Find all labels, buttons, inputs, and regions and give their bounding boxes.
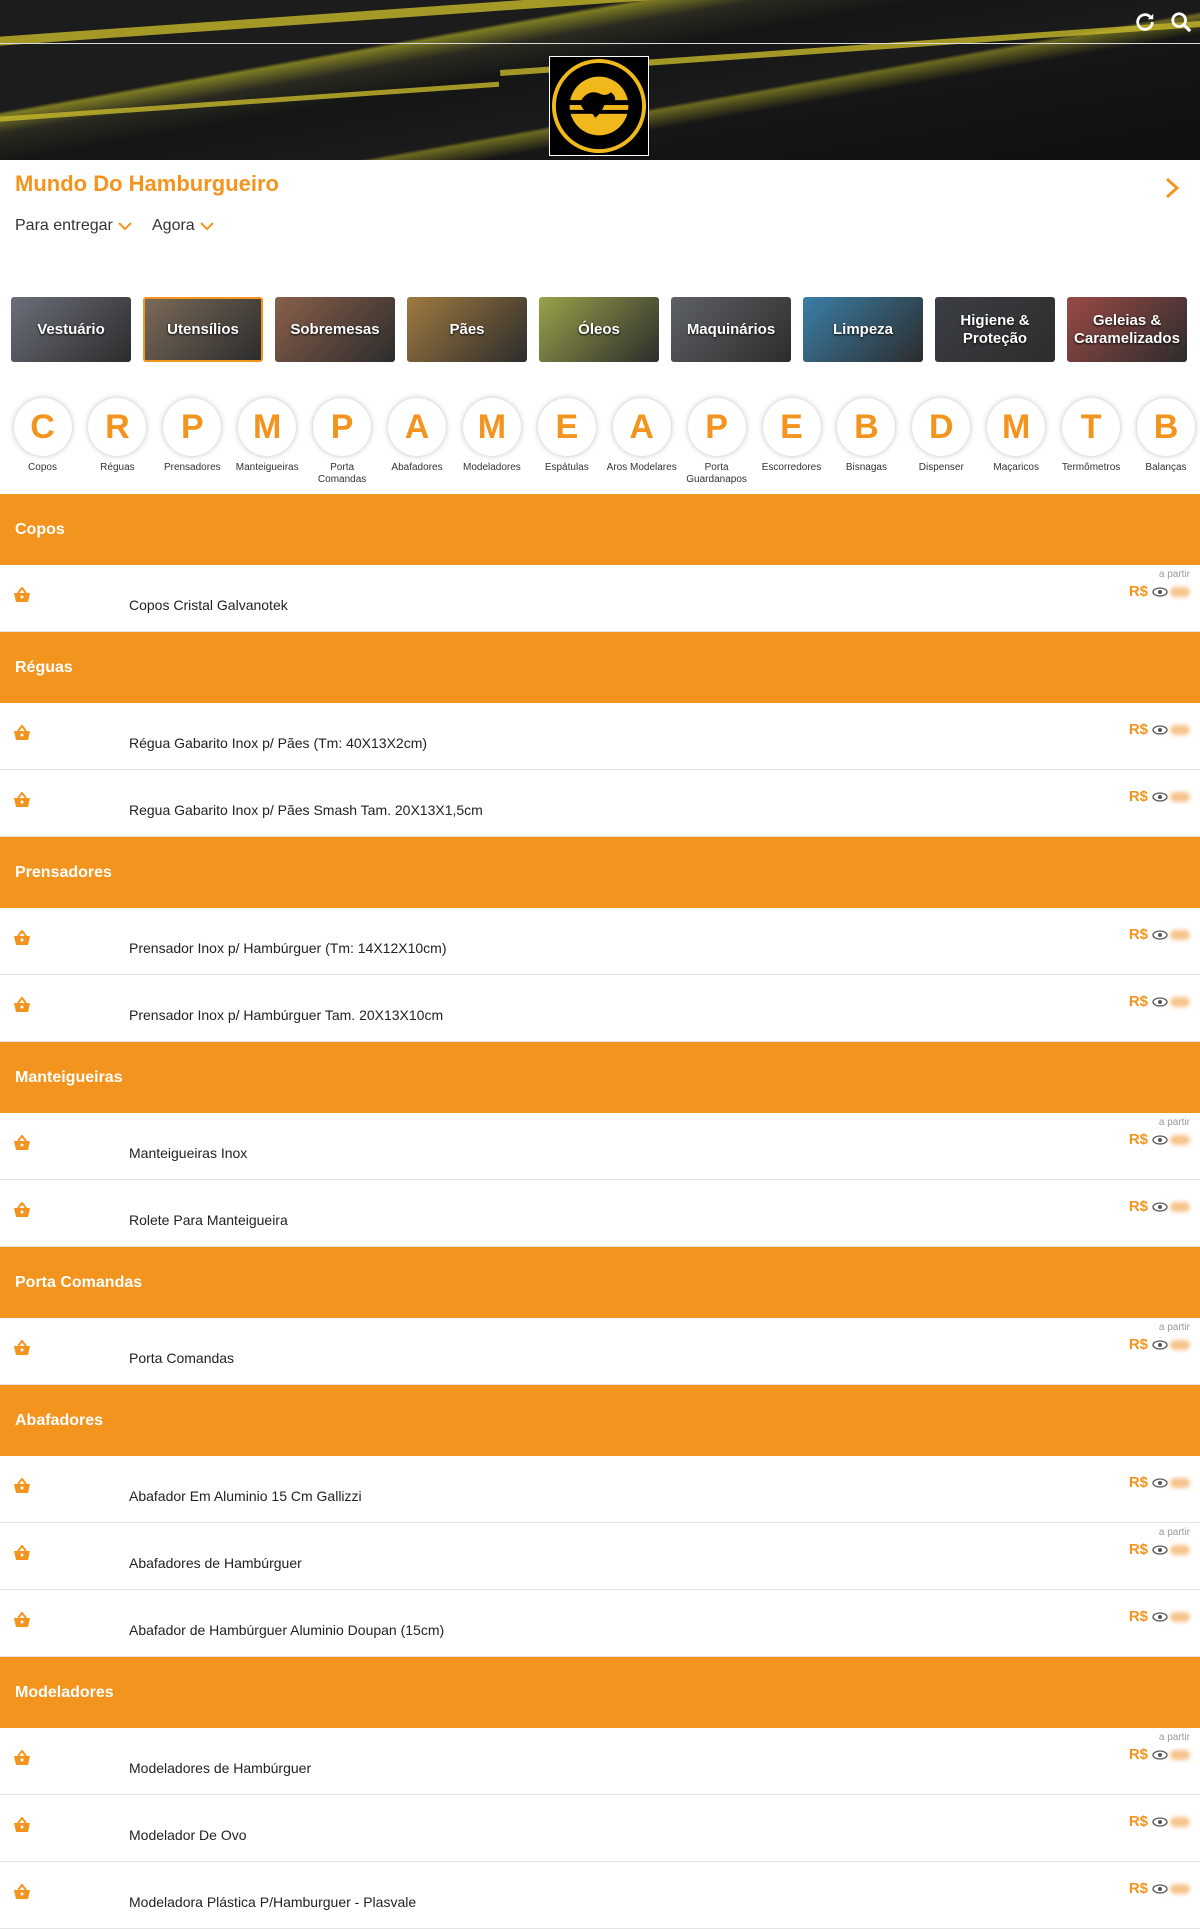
product-price — [1129, 1198, 1190, 1215]
product-price — [1129, 721, 1190, 738]
product-row[interactable] — [0, 1728, 1200, 1795]
basket-icon[interactable] — [12, 792, 32, 808]
section-title: Réguas — [15, 659, 73, 677]
section-header — [0, 1247, 1200, 1318]
basket-icon[interactable] — [12, 1340, 32, 1356]
hidden-price-value — [1170, 587, 1190, 597]
subcategory-letter: R — [88, 398, 146, 456]
store-logo — [549, 56, 649, 156]
product-price — [1129, 1608, 1190, 1625]
eye-icon — [1152, 1202, 1168, 1212]
product-row[interactable] — [0, 1113, 1200, 1180]
subcategory-letter: E — [763, 398, 821, 456]
hidden-price-value — [1170, 997, 1190, 1007]
subcategory-label: Manteigueiras — [230, 462, 305, 474]
category-label: Vestuário — [37, 321, 105, 339]
header-divider — [0, 43, 1200, 44]
currency-symbol: R$ — [1129, 788, 1148, 805]
price-from-label: a partir — [1159, 569, 1190, 580]
product-name: Abafadores de Hambúrguer — [129, 1555, 302, 1571]
subcategory-label: Bisnagas — [829, 462, 904, 474]
currency-symbol: R$ — [1129, 721, 1148, 738]
category-tile[interactable] — [671, 297, 791, 362]
category-label: Limpeza — [833, 321, 893, 339]
product-name: Porta Comandas — [129, 1350, 234, 1366]
hidden-price-value — [1170, 930, 1190, 940]
product-row[interactable] — [0, 1180, 1200, 1247]
subcategory-label: Maçaricos — [979, 462, 1054, 474]
section-title: Abafadores — [15, 1412, 103, 1430]
basket-icon[interactable] — [12, 1202, 32, 1218]
category-tile[interactable] — [1067, 297, 1187, 362]
currency-symbol: R$ — [1129, 1813, 1148, 1830]
subcategory-label: Dispenser — [904, 462, 979, 474]
section-header — [0, 837, 1200, 908]
subcategory-letter: M — [987, 398, 1045, 456]
hidden-price-value — [1170, 1478, 1190, 1488]
price-from-label: a partir — [1159, 1732, 1190, 1743]
category-tile[interactable] — [803, 297, 923, 362]
subcategory-label: Escorredores — [754, 462, 829, 474]
subcategory-letter: E — [538, 398, 596, 456]
menu-icon[interactable] — [14, 10, 42, 34]
product-row[interactable] — [0, 1795, 1200, 1862]
product-name: Rolete Para Manteigueira — [129, 1212, 288, 1228]
basket-icon[interactable] — [12, 1478, 32, 1494]
subcategory-label: Termômetros — [1054, 462, 1129, 474]
subcategory-item[interactable] — [754, 398, 829, 474]
section-title: Prensadores — [15, 864, 112, 882]
hidden-price-value — [1170, 1750, 1190, 1760]
product-row[interactable] — [0, 1590, 1200, 1657]
hidden-price-value — [1170, 1612, 1190, 1622]
category-tile[interactable] — [935, 297, 1055, 362]
subcategory-letter: T — [1062, 398, 1120, 456]
subcategory-label: Porta Guardanapos — [679, 462, 754, 486]
subcategory-label: Réguas — [80, 462, 155, 474]
subcategory-label: Porta Comandas — [305, 462, 380, 486]
product-row[interactable] — [0, 1862, 1200, 1929]
subcategory-label: Espátulas — [529, 462, 604, 474]
product-name: Abafador Em Aluminio 15 Cm Gallizzi — [129, 1488, 362, 1504]
subcategory-item[interactable] — [529, 398, 604, 474]
product-row[interactable] — [0, 1318, 1200, 1385]
product-name: Abafador de Hambúrguer Aluminio Doupan (15cm) — [129, 1622, 444, 1638]
chevron-right-icon[interactable] — [1164, 176, 1180, 207]
product-row[interactable] — [0, 770, 1200, 837]
subcategory-label: Copos — [5, 462, 80, 474]
basket-icon[interactable] — [12, 1817, 32, 1833]
subcategory-letter: A — [388, 398, 446, 456]
category-label: Sobremesas — [290, 321, 379, 339]
currency-symbol: R$ — [1129, 926, 1148, 943]
eye-icon — [1152, 1612, 1168, 1622]
subcategory-label: Aros Modelares — [604, 462, 679, 474]
subcategory-item[interactable] — [454, 398, 529, 474]
category-label: Geleias & Caramelizados — [1067, 312, 1187, 348]
product-price — [1129, 788, 1190, 805]
product-name: Modeladores de Hambúrguer — [129, 1760, 311, 1776]
product-name: Manteigueiras Inox — [129, 1145, 247, 1161]
product-row[interactable] — [0, 908, 1200, 975]
refresh-icon[interactable] — [1132, 9, 1158, 35]
product-name: Régua Gabarito Inox p/ Pães (Tm: 40X13X2cm) — [129, 735, 427, 751]
hidden-price-value — [1170, 1135, 1190, 1145]
subcategory-label: Modeladores — [454, 462, 529, 474]
product-row[interactable] — [0, 1523, 1200, 1590]
currency-symbol: R$ — [1129, 1608, 1148, 1625]
subcategory-item[interactable] — [829, 398, 904, 474]
basket-icon[interactable] — [12, 1750, 32, 1766]
delivery-mode-select[interactable] — [15, 217, 132, 235]
eye-icon — [1152, 1135, 1168, 1145]
currency-symbol: R$ — [1129, 1131, 1148, 1148]
subcategory-item[interactable] — [5, 398, 80, 474]
eye-icon — [1152, 1750, 1168, 1760]
product-price — [1129, 583, 1190, 600]
subcategory-item[interactable] — [1129, 398, 1200, 474]
product-price — [1129, 1474, 1190, 1491]
eye-icon — [1152, 1340, 1168, 1350]
store-name[interactable]: Mundo Do Hamburgueiro — [15, 171, 279, 197]
subcategory-letter: B — [837, 398, 895, 456]
subcategory-item[interactable] — [80, 398, 155, 474]
basket-icon[interactable] — [12, 1545, 32, 1561]
price-from-label: a partir — [1159, 1322, 1190, 1333]
subcategory-item[interactable] — [979, 398, 1054, 474]
product-price — [1129, 993, 1190, 1010]
subcategory-item[interactable] — [230, 398, 305, 474]
eye-icon — [1152, 1817, 1168, 1827]
section-header — [0, 494, 1200, 565]
basket-icon[interactable] — [12, 1135, 32, 1151]
currency-symbol: R$ — [1129, 993, 1148, 1010]
category-label: Óleos — [578, 321, 620, 339]
product-name: Modelador De Ovo — [129, 1827, 247, 1843]
subcategory-letter: P — [313, 398, 371, 456]
subcategory-letter: M — [463, 398, 521, 456]
hidden-price-value — [1170, 792, 1190, 802]
currency-symbol: R$ — [1129, 1880, 1148, 1897]
hidden-price-value — [1170, 1884, 1190, 1894]
section-title: Copos — [15, 521, 65, 539]
hidden-price-value — [1170, 1545, 1190, 1555]
basket-icon[interactable] — [12, 930, 32, 946]
category-label: Utensílios — [167, 321, 239, 339]
time-select[interactable] — [152, 217, 214, 235]
product-price — [1129, 1880, 1190, 1897]
price-from-label: a partir — [1159, 1527, 1190, 1538]
product-row[interactable] — [0, 1456, 1200, 1523]
eye-icon — [1152, 1478, 1168, 1488]
basket-icon[interactable] — [12, 587, 32, 603]
category-tile[interactable] — [539, 297, 659, 362]
chevron-down-icon — [118, 221, 132, 231]
product-row[interactable] — [0, 703, 1200, 770]
subcategory-item[interactable] — [380, 398, 455, 474]
subcategory-label: Abafadores — [380, 462, 455, 474]
subcategory-item[interactable] — [679, 398, 754, 486]
category-tile[interactable] — [275, 297, 395, 362]
category-label: Maquinários — [687, 321, 775, 339]
category-label: Pães — [449, 321, 484, 339]
eye-icon — [1152, 587, 1168, 597]
product-name: Prensador Inox p/ Hambúrguer (Tm: 14X12X10cm) — [129, 940, 446, 956]
category-tile[interactable] — [407, 297, 527, 362]
currency-symbol: R$ — [1129, 1474, 1148, 1491]
basket-icon[interactable] — [12, 997, 32, 1013]
basket-icon[interactable] — [12, 1884, 32, 1900]
currency-symbol: R$ — [1129, 1746, 1148, 1763]
hidden-price-value — [1170, 1202, 1190, 1212]
subcategory-letter: P — [688, 398, 746, 456]
subcategory-label: Balanças — [1129, 462, 1200, 474]
subcategory-letter: C — [14, 398, 72, 456]
delivery-mode-label: Para entregar — [15, 217, 113, 235]
section-header — [0, 1657, 1200, 1728]
product-price — [1129, 1746, 1190, 1763]
subcategory-item[interactable] — [1054, 398, 1129, 474]
subcategory-letter: D — [912, 398, 970, 456]
section-header — [0, 1385, 1200, 1456]
subcategory-letter: A — [613, 398, 671, 456]
product-name: Modeladora Plástica P/Hamburguer - Plasvale — [129, 1894, 416, 1910]
product-price — [1129, 1336, 1190, 1353]
subcategory-item[interactable] — [604, 398, 679, 474]
hidden-price-value — [1170, 1340, 1190, 1350]
basket-icon[interactable] — [12, 1612, 32, 1628]
currency-symbol: R$ — [1129, 1336, 1148, 1353]
section-header — [0, 1042, 1200, 1113]
section-header — [0, 632, 1200, 703]
eye-icon — [1152, 1545, 1168, 1555]
eye-icon — [1152, 792, 1168, 802]
subcategory-letter: B — [1137, 398, 1195, 456]
product-price — [1129, 926, 1190, 943]
subcategory-letter: P — [163, 398, 221, 456]
product-row[interactable] — [0, 975, 1200, 1042]
time-label: Agora — [152, 217, 195, 235]
eye-icon — [1152, 725, 1168, 735]
currency-symbol: R$ — [1129, 1541, 1148, 1558]
price-from-label: a partir — [1159, 1117, 1190, 1128]
search-icon[interactable] — [1168, 9, 1194, 35]
category-tile[interactable] — [143, 297, 263, 362]
product-price — [1129, 1541, 1190, 1558]
subcategory-item[interactable] — [305, 398, 380, 486]
eye-icon — [1152, 930, 1168, 940]
hidden-price-value — [1170, 725, 1190, 735]
product-price — [1129, 1813, 1190, 1830]
eye-icon — [1152, 997, 1168, 1007]
category-label: Higiene & Proteção — [935, 312, 1055, 348]
category-tile[interactable] — [11, 297, 131, 362]
section-title: Modeladores — [15, 1684, 114, 1702]
eye-icon — [1152, 1884, 1168, 1894]
product-row[interactable] — [0, 565, 1200, 632]
product-name: Regua Gabarito Inox p/ Pães Smash Tam. 20X13X1,5cm — [129, 802, 483, 818]
basket-icon[interactable] — [12, 725, 32, 741]
subcategory-item[interactable] — [904, 398, 979, 474]
chevron-down-icon — [200, 221, 214, 231]
subcategory-letter: M — [238, 398, 296, 456]
subcategory-item[interactable] — [155, 398, 230, 474]
product-name: Prensador Inox p/ Hambúrguer Tam. 20X13X10cm — [129, 1007, 443, 1023]
product-price — [1129, 1131, 1190, 1148]
currency-symbol: R$ — [1129, 583, 1148, 600]
currency-symbol: R$ — [1129, 1198, 1148, 1215]
section-title: Manteigueiras — [15, 1069, 123, 1087]
section-title: Porta Comandas — [15, 1274, 142, 1292]
hidden-price-value — [1170, 1817, 1190, 1827]
product-name: Copos Cristal Galvanotek — [129, 597, 288, 613]
subcategory-label: Prensadores — [155, 462, 230, 474]
